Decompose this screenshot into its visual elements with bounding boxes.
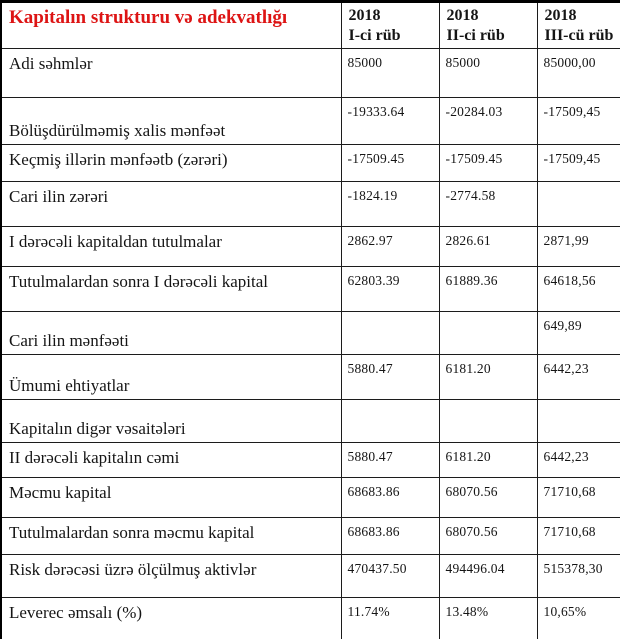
row-value: -2774.58 — [439, 182, 537, 227]
row-label: I dərəcəli kapitaldan tutulmalar — [1, 227, 341, 267]
column-year: 2018 — [446, 7, 479, 24]
row-value: -19333.64 — [341, 98, 439, 145]
table-title: Kapitalın strukturu və adekvatlığı — [1, 2, 341, 49]
row-value — [537, 400, 620, 443]
table-row — [1, 182, 620, 227]
column-period: III-cü rüb — [544, 27, 614, 44]
row-value: -17509.45 — [341, 145, 439, 182]
table-row — [1, 598, 620, 639]
column-header-q3 — [537, 2, 620, 49]
row-value: 10,65% — [537, 598, 620, 639]
row-value: 6181.20 — [439, 443, 537, 478]
row-value: 11.74% — [341, 598, 439, 639]
row-label: II dərəcəli kapitalın cəmi — [1, 443, 341, 478]
row-value: 68070.56 — [439, 478, 537, 518]
row-value: 5880.47 — [341, 443, 439, 478]
column-period: II-ci rüb — [446, 27, 505, 44]
row-value: 5880.47 — [341, 355, 439, 400]
row-value — [439, 400, 537, 443]
column-header-q2 — [439, 2, 537, 49]
row-value: -17509.45 — [439, 145, 537, 182]
row-label: Tutulmalardan sonra məcmu kapital — [1, 518, 341, 555]
column-year: 2018 — [348, 7, 381, 24]
row-value: 61889.36 — [439, 267, 537, 312]
row-value — [341, 312, 439, 355]
row-value: -17509,45 — [537, 98, 620, 145]
table-body — [1, 49, 620, 639]
column-year: 2018 — [544, 7, 577, 24]
row-label: Bölüşdürülməmiş xalis mənfəət — [1, 98, 341, 145]
table-row — [1, 478, 620, 518]
row-label: Ümumi ehtiyatlar — [1, 355, 341, 400]
row-value: 2862.97 — [341, 227, 439, 267]
column-header-q1 — [341, 2, 439, 49]
table-row — [1, 49, 620, 98]
row-value: 494496.04 — [439, 555, 537, 598]
header-row — [1, 2, 620, 49]
row-value — [341, 400, 439, 443]
row-value: 85000,00 — [537, 49, 620, 98]
row-label: Keçmiş illərin mənfəətb (zərəri) — [1, 145, 341, 182]
column-period: I-ci rüb — [348, 27, 401, 44]
table-row — [1, 98, 620, 145]
row-value: 6442,23 — [537, 355, 620, 400]
row-value: 649,89 — [537, 312, 620, 355]
row-value: 2871,99 — [537, 227, 620, 267]
row-value: 68683.86 — [341, 518, 439, 555]
table-row — [1, 355, 620, 400]
row-value: 6181.20 — [439, 355, 537, 400]
row-value: -17509,45 — [537, 145, 620, 182]
table-row — [1, 227, 620, 267]
row-label: Risk dərəcəsi üzrə ölçülmuş aktivlər — [1, 555, 341, 598]
row-label: Kapitalın digər vəsaitələri — [1, 400, 341, 443]
row-value: -1824.19 — [341, 182, 439, 227]
table-row — [1, 443, 620, 478]
row-value: 71710,68 — [537, 478, 620, 518]
table-row — [1, 518, 620, 555]
row-label: Tutulmalardan sonra I dərəcəli kapital — [1, 267, 341, 312]
row-value — [537, 182, 620, 227]
row-value: 6442,23 — [537, 443, 620, 478]
table-row — [1, 555, 620, 598]
table-row — [1, 400, 620, 443]
row-value: -20284.03 — [439, 98, 537, 145]
row-value: 515378,30 — [537, 555, 620, 598]
table-row — [1, 145, 620, 182]
row-label: Cari ilin zərəri — [1, 182, 341, 227]
table-row — [1, 312, 620, 355]
table-row — [1, 267, 620, 312]
row-value — [439, 312, 537, 355]
row-value: 85000 — [439, 49, 537, 98]
row-label: Məcmu kapital — [1, 478, 341, 518]
row-label: Adi səhmlər — [1, 49, 341, 98]
row-value: 85000 — [341, 49, 439, 98]
row-value: 68070.56 — [439, 518, 537, 555]
row-label: Leverec əmsalı (%) — [1, 598, 341, 639]
row-value: 68683.86 — [341, 478, 439, 518]
row-label: Cari ilin mənfəəti — [1, 312, 341, 355]
row-value: 71710,68 — [537, 518, 620, 555]
row-value: 62803.39 — [341, 267, 439, 312]
row-value: 64618,56 — [537, 267, 620, 312]
row-value: 470437.50 — [341, 555, 439, 598]
row-value: 13.48% — [439, 598, 537, 639]
row-value: 2826.61 — [439, 227, 537, 267]
